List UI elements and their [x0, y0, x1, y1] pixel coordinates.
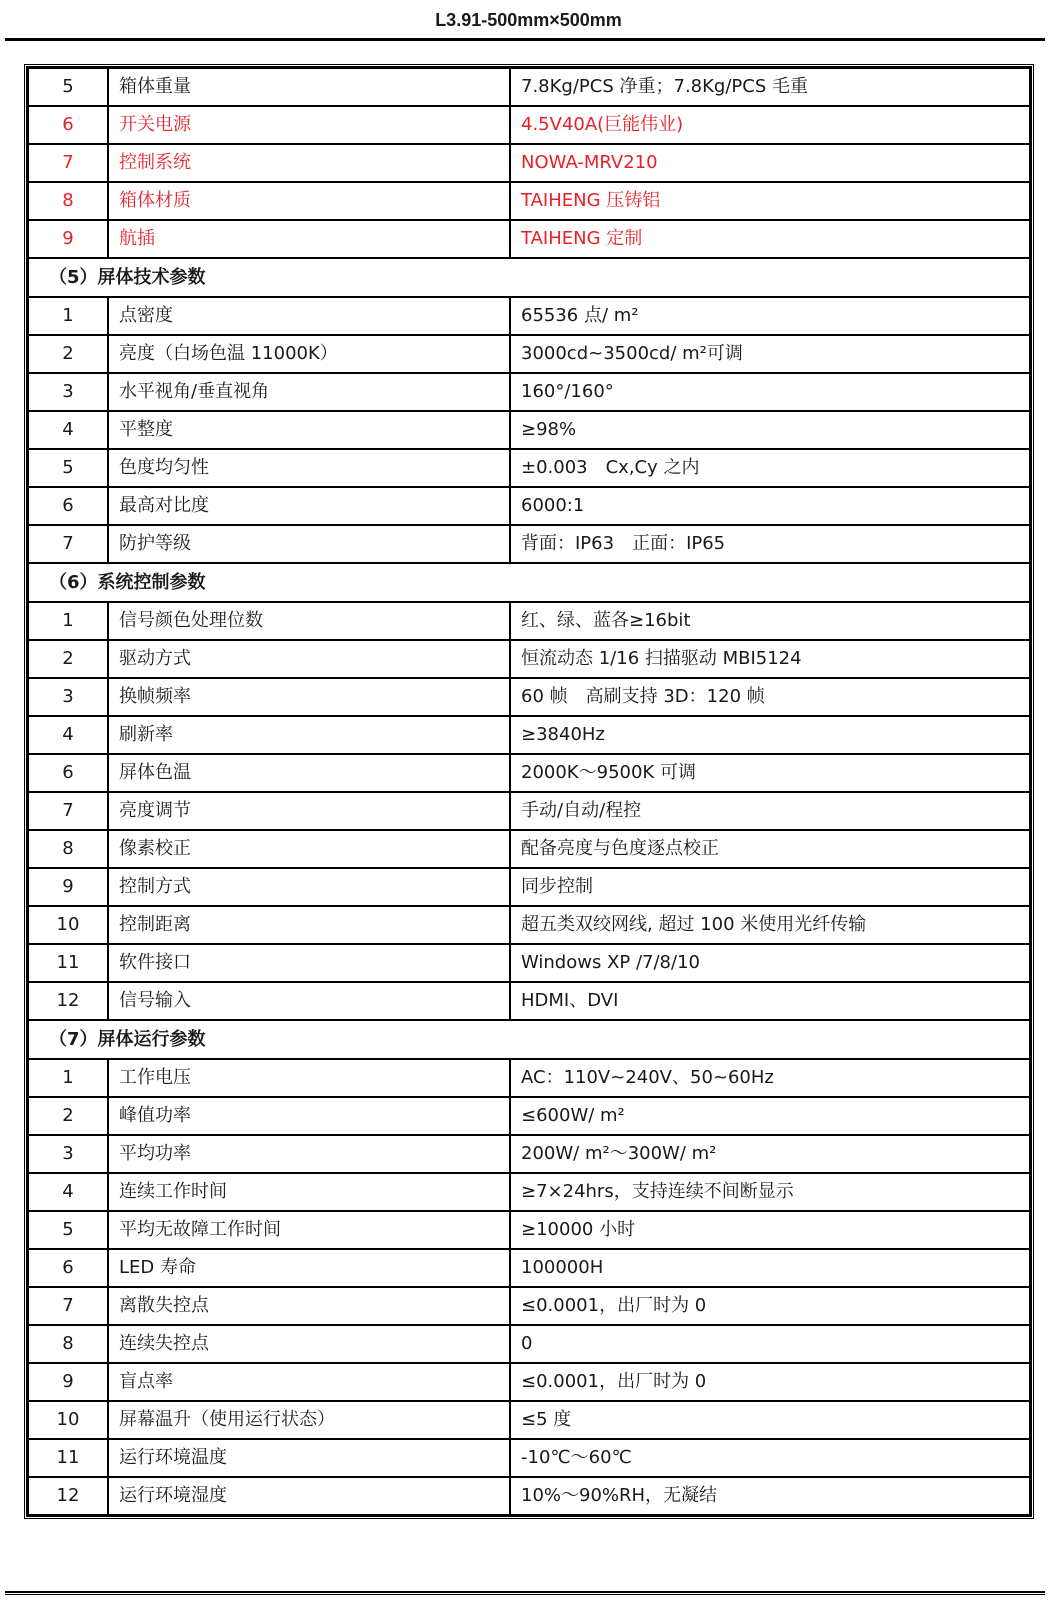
param-value: 恒流动态 1/16 扫描驱动 MBI5124 — [510, 640, 1030, 678]
row-number: 3 — [28, 678, 108, 716]
row-number: 6 — [28, 106, 108, 144]
table-row — [28, 754, 1030, 792]
row-number: 7 — [28, 1287, 108, 1325]
param-value: ≥10000 小时 — [510, 1211, 1030, 1249]
section-header-row — [28, 563, 1030, 602]
param-name: LED 寿命 — [108, 1249, 510, 1287]
param-value: ≤0.0001，出厂时为 0 — [510, 1287, 1030, 1325]
table-row — [28, 982, 1030, 1020]
table-row — [28, 487, 1030, 525]
param-name: 最高对比度 — [108, 487, 510, 525]
top-divider — [5, 38, 1045, 41]
table-row — [28, 678, 1030, 716]
param-name: 箱体材质 — [108, 182, 510, 220]
param-value: 背面：IP63 正面：IP65 — [510, 525, 1030, 563]
param-name: 控制距离 — [108, 906, 510, 944]
param-name: 防护等级 — [108, 525, 510, 563]
table-row — [28, 68, 1030, 106]
row-number: 6 — [28, 487, 108, 525]
param-name: 换帧频率 — [108, 678, 510, 716]
table-row — [28, 449, 1030, 487]
row-number: 10 — [28, 906, 108, 944]
param-name: 软件接口 — [108, 944, 510, 982]
param-value: ±0.003 Cx,Cy 之内 — [510, 449, 1030, 487]
table-row — [28, 1249, 1030, 1287]
row-number: 2 — [28, 1097, 108, 1135]
param-name: 信号输入 — [108, 982, 510, 1020]
table-row — [28, 220, 1030, 258]
row-number: 9 — [28, 868, 108, 906]
table-row — [28, 792, 1030, 830]
param-name: 信号颜色处理位数 — [108, 602, 510, 640]
param-value: 超五类双绞网线, 超过 100 米使用光纤传输 — [510, 906, 1030, 944]
param-value: TAIHENG 定制 — [510, 220, 1030, 258]
page-title: L3.91-500mm×500mm — [435, 10, 622, 30]
section-header-row — [28, 1020, 1030, 1059]
param-name: 运行环境湿度 — [108, 1477, 510, 1515]
row-number: 4 — [28, 411, 108, 449]
param-value: ≤0.0001，出厂时为 0 — [510, 1363, 1030, 1401]
table-row — [28, 144, 1030, 182]
param-value: 手动/自动/程控 — [510, 792, 1030, 830]
param-value: ≤5 度 — [510, 1401, 1030, 1439]
param-name: 屏体色温 — [108, 754, 510, 792]
row-number: 1 — [28, 1059, 108, 1097]
param-name: 连续工作时间 — [108, 1173, 510, 1211]
table-row — [28, 1287, 1030, 1325]
param-name: 平整度 — [108, 411, 510, 449]
table-row — [28, 1135, 1030, 1173]
section-title: （7）屏体运行参数 — [28, 1020, 1030, 1059]
table-row — [28, 830, 1030, 868]
param-value: 4.5V40A(巨能伟业) — [510, 106, 1030, 144]
param-value: 10%～90%RH，无凝结 — [510, 1477, 1030, 1515]
param-value: 配备亮度与色度逐点校正 — [510, 830, 1030, 868]
row-number: 4 — [28, 1173, 108, 1211]
row-number: 12 — [28, 1477, 108, 1515]
param-value: 红、绿、蓝各≥16bit — [510, 602, 1030, 640]
table-row — [28, 182, 1030, 220]
row-number: 6 — [28, 1249, 108, 1287]
param-name: 工作电压 — [108, 1059, 510, 1097]
table-row — [28, 602, 1030, 640]
param-value: TAIHENG 压铸铝 — [510, 182, 1030, 220]
row-number: 10 — [28, 1401, 108, 1439]
param-value: 65536 点/ m² — [510, 297, 1030, 335]
param-value: 200W/ m²～300W/ m² — [510, 1135, 1030, 1173]
param-name: 控制方式 — [108, 868, 510, 906]
table-row — [28, 335, 1030, 373]
param-value: ≤600W/ m² — [510, 1097, 1030, 1135]
param-name: 亮度（白场色温 11000K） — [108, 335, 510, 373]
param-name: 离散失控点 — [108, 1287, 510, 1325]
row-number: 12 — [28, 982, 108, 1020]
table-row — [28, 1439, 1030, 1477]
param-name: 运行环境温度 — [108, 1439, 510, 1477]
param-name: 开关电源 — [108, 106, 510, 144]
table-row — [28, 640, 1030, 678]
row-number: 4 — [28, 716, 108, 754]
param-value: 3000cd~3500cd/ m²可调 — [510, 335, 1030, 373]
param-name: 峰值功率 — [108, 1097, 510, 1135]
param-name: 亮度调节 — [108, 792, 510, 830]
table-row — [28, 106, 1030, 144]
table-row — [28, 1211, 1030, 1249]
param-value: 160°/160° — [510, 373, 1030, 411]
param-name: 平均无故障工作时间 — [108, 1211, 510, 1249]
param-name: 航插 — [108, 220, 510, 258]
row-number: 6 — [28, 754, 108, 792]
spec-table — [27, 67, 1031, 1516]
param-value: AC：110V~240V、50~60Hz — [510, 1059, 1030, 1097]
param-value: -10℃～60℃ — [510, 1439, 1030, 1477]
param-name: 像素校正 — [108, 830, 510, 868]
param-name: 控制系统 — [108, 144, 510, 182]
row-number: 3 — [28, 373, 108, 411]
table-row — [28, 944, 1030, 982]
table-row — [28, 1325, 1030, 1363]
row-number: 8 — [28, 830, 108, 868]
param-value: NOWA-MRV210 — [510, 144, 1030, 182]
param-value: 60 帧 高刷支持 3D：120 帧 — [510, 678, 1030, 716]
param-value: ≥98% — [510, 411, 1030, 449]
table-row — [28, 1173, 1030, 1211]
table-row — [28, 1477, 1030, 1515]
row-number: 2 — [28, 335, 108, 373]
param-name: 刷新率 — [108, 716, 510, 754]
row-number: 11 — [28, 944, 108, 982]
param-name: 平均功率 — [108, 1135, 510, 1173]
param-value: Windows XP /7/8/10 — [510, 944, 1030, 982]
row-number: 9 — [28, 220, 108, 258]
table-row — [28, 373, 1030, 411]
param-name: 水平视角/垂直视角 — [108, 373, 510, 411]
row-number: 1 — [28, 297, 108, 335]
param-name: 连续失控点 — [108, 1325, 510, 1363]
section-title: （5）屏体技术参数 — [28, 258, 1030, 297]
row-number: 7 — [28, 525, 108, 563]
param-name: 色度均匀性 — [108, 449, 510, 487]
table-row — [28, 716, 1030, 754]
table-row — [28, 1363, 1030, 1401]
param-name: 驱动方式 — [108, 640, 510, 678]
param-value: ≥7×24hrs，支持连续不间断显示 — [510, 1173, 1030, 1211]
row-number: 8 — [28, 182, 108, 220]
table-row — [28, 868, 1030, 906]
section-title: （6）系统控制参数 — [28, 563, 1030, 602]
table-row — [28, 1097, 1030, 1135]
bottom-divider — [5, 1591, 1045, 1595]
row-number: 1 — [28, 602, 108, 640]
row-number: 7 — [28, 144, 108, 182]
param-value: 7.8Kg/PCS 净重；7.8Kg/PCS 毛重 — [510, 68, 1030, 106]
row-number: 2 — [28, 640, 108, 678]
param-value: ≥3840Hz — [510, 716, 1030, 754]
param-value: 6000:1 — [510, 487, 1030, 525]
param-value: 2000K～9500K 可调 — [510, 754, 1030, 792]
table-row — [28, 1059, 1030, 1097]
param-name: 点密度 — [108, 297, 510, 335]
param-value: 0 — [510, 1325, 1030, 1363]
row-number: 5 — [28, 1211, 108, 1249]
param-name: 屏幕温升（使用运行状态） — [108, 1401, 510, 1439]
row-number: 5 — [28, 449, 108, 487]
param-name: 箱体重量 — [108, 68, 510, 106]
row-number: 3 — [28, 1135, 108, 1173]
param-value: 同步控制 — [510, 868, 1030, 906]
row-number: 11 — [28, 1439, 108, 1477]
row-number: 8 — [28, 1325, 108, 1363]
row-number: 9 — [28, 1363, 108, 1401]
section-header-row — [28, 258, 1030, 297]
table-row — [28, 1401, 1030, 1439]
table-row — [28, 297, 1030, 335]
table-row — [28, 906, 1030, 944]
param-value: HDMI、DVI — [510, 982, 1030, 1020]
table-row — [28, 525, 1030, 563]
row-number: 7 — [28, 792, 108, 830]
row-number: 5 — [28, 68, 108, 106]
param-name: 盲点率 — [108, 1363, 510, 1401]
table-row — [28, 411, 1030, 449]
param-value: 100000H — [510, 1249, 1030, 1287]
